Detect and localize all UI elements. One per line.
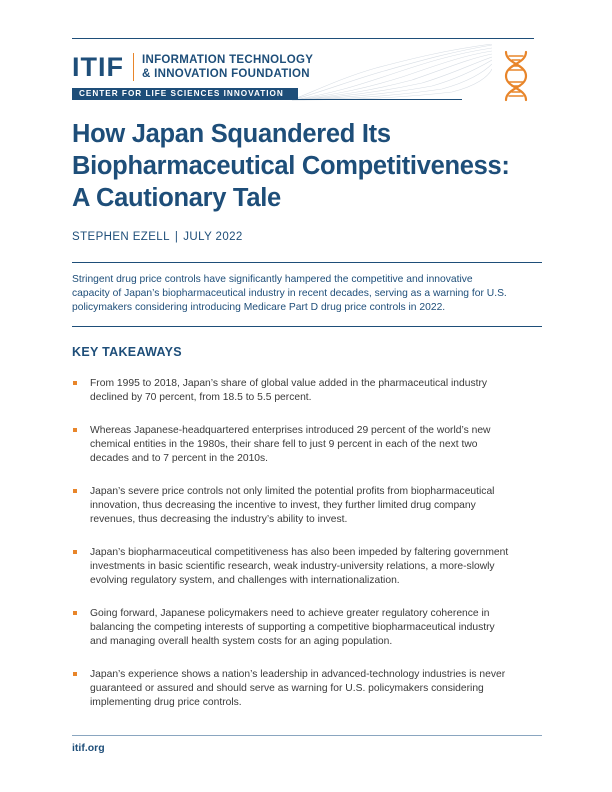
summary-paragraph: [72, 273, 538, 315]
takeaway-item: [72, 668, 542, 710]
report-title: [72, 118, 542, 214]
summary-line: Stringent drug price controls have significantly hampered the competitive and innovative: [72, 274, 473, 285]
summary-line: policymakers considering introducing Medicare Part D drug price controls in 2022.: [72, 302, 446, 313]
title-line: A Cautionary Tale: [72, 184, 281, 212]
byline: [72, 231, 243, 243]
takeaway-item: [72, 607, 542, 649]
logo-wordmark: [142, 53, 313, 81]
title-line: Biopharmaceutical Competitiveness:: [72, 152, 510, 180]
bullet-icon: [73, 381, 77, 385]
footer-website-link[interactable]: itif.org: [72, 742, 105, 754]
takeaway-line: guaranteed or assured and should serve as warning for U.S. policymakers considering: [90, 683, 484, 694]
takeaway-item: [72, 377, 542, 405]
bullet-icon: [73, 611, 77, 615]
key-takeaways-list: [72, 377, 542, 729]
itif-logo[interactable]: [72, 52, 313, 82]
logo-line-1: INFORMATION TECHNOLOGY: [142, 54, 314, 66]
byline-separator: |: [174, 231, 179, 243]
takeaway-line: Whereas Japanese-headquartered enterprises introduced 29 percent of the world’s new: [90, 425, 491, 436]
title-line: How Japan Squandered Its: [72, 120, 391, 148]
takeaway-line: Japan’s severe price controls not only limited the potential profits from biopharmaceutical: [90, 486, 495, 497]
key-takeaways-heading: KEY TAKEAWAYS: [72, 345, 182, 359]
footer-rule: [72, 735, 542, 736]
takeaway-line: innovation, thus decreasing the incentive to invest, they further limited drug company: [90, 500, 476, 511]
takeaway-item: [72, 424, 542, 466]
center-bar-rule: [298, 99, 462, 100]
takeaway-line: investments in basic scientific research, weak industry-university relations, a more-slowly: [90, 561, 495, 572]
takeaway-line: Japan’s biopharmaceutical competitiveness has also been impeded by faltering government: [90, 547, 509, 558]
bullet-icon: [73, 489, 77, 493]
bullet-icon: [73, 672, 77, 676]
bullet-icon: [73, 428, 77, 432]
takeaway-line: Japan’s experience shows a nation’s leadership in advanced-technology industries is never: [90, 669, 506, 680]
dna-icon: [503, 50, 529, 102]
takeaway-item: [72, 546, 542, 588]
takeaway-line: From 1995 to 2018, Japan’s share of global value added in the pharmaceutical industry: [90, 378, 488, 389]
takeaway-line: chemical entities in the 1980s, their share fell to just 9 percent in each of the next two: [90, 439, 478, 450]
takeaway-line: decades and to 7 percent in the 2010s.: [90, 453, 269, 464]
author-name: STEPHEN EZELL: [72, 231, 170, 243]
takeaway-line: balancing the competing interests of supporting a competitive biopharmaceutical industry: [90, 622, 495, 633]
logo-line-2: & INNOVATION FOUNDATION: [142, 68, 310, 80]
takeaway-line: declined by 70 percent, from 18.5 to 5.5 percent.: [90, 392, 312, 403]
header-top-rule: [72, 38, 534, 39]
summary-line: capacity of Japan’s biopharmaceutical industry in recent decades, serving as a warning for U.S.: [72, 288, 507, 299]
logo-mark: ITIF: [72, 52, 124, 82]
summary-top-rule: [72, 262, 542, 263]
takeaway-line: revenues, thus decreasing the industry’s ability to invest.: [90, 514, 348, 525]
takeaway-line: implementing drug price controls.: [90, 697, 242, 708]
takeaway-item: [72, 485, 542, 527]
takeaway-line: evolving regulatory system, and challenges with internationalization.: [90, 575, 400, 586]
center-label-bar: CENTER FOR LIFE SCIENCES INNOVATION: [72, 88, 298, 100]
summary-bottom-rule: [72, 326, 542, 327]
publication-date: JULY 2022: [183, 231, 243, 243]
takeaway-line: and managing overall health system costs for an aging population.: [90, 636, 393, 647]
takeaway-line: Going forward, Japanese policymakers need to achieve greater regulatory coherence in: [90, 608, 490, 619]
bullet-icon: [73, 550, 77, 554]
header-wave-pattern: [292, 44, 492, 102]
logo-separator: [133, 53, 134, 81]
